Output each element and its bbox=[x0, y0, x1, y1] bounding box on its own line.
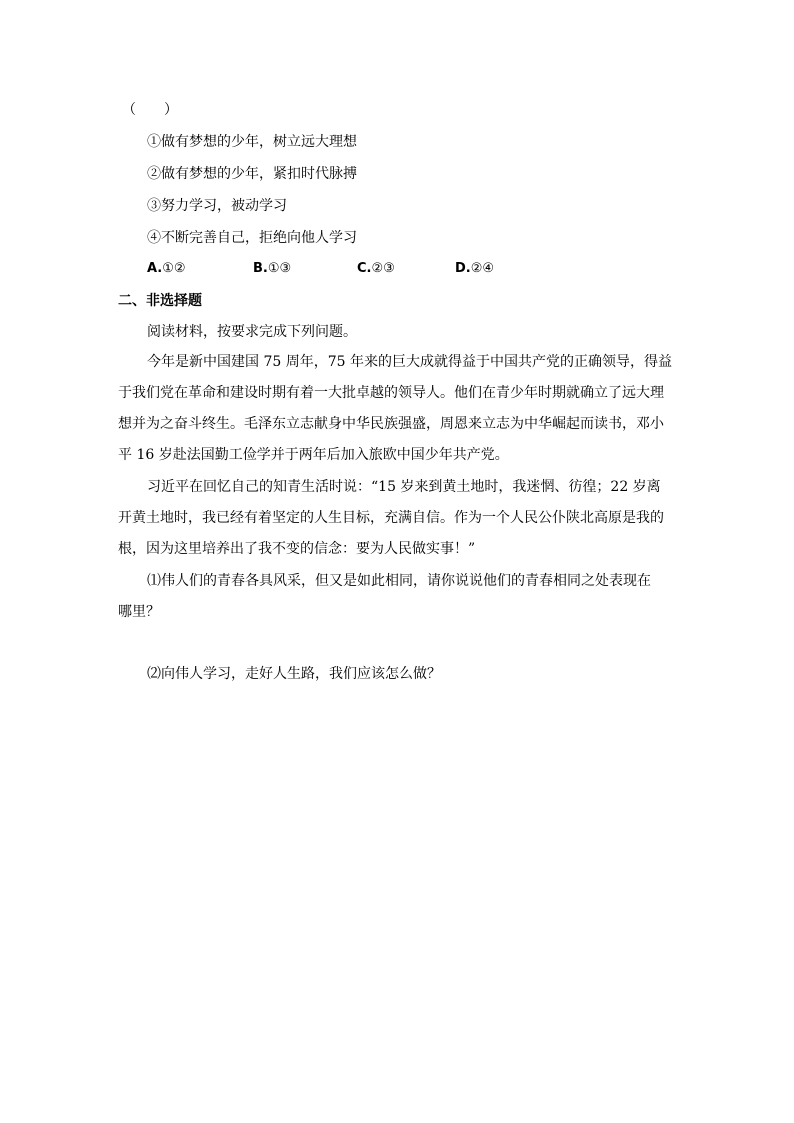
material-para1-line4: 平 16 岁赴法国勤工俭学并于两年后加入旅欧中国少年共产党。 bbox=[118, 447, 509, 463]
statement-1: ①做有梦想的少年，树立远大理想 bbox=[147, 134, 357, 150]
option-value: ②④ bbox=[470, 261, 495, 276]
question-1-line2: 哪里？ bbox=[118, 604, 160, 620]
material-para2-line1: 习近平在回忆自己的知青生活时说：“15 岁来到黄土地时，我迷惘、彷徨；22 岁离 bbox=[147, 479, 661, 495]
statement-3: ③努力学习，被动学习 bbox=[147, 198, 287, 214]
material-para1-line1: 今年是新中国建国 75 周年，75 年来的巨大成就得益于中国共产党的正确领导，得益 bbox=[147, 354, 672, 370]
option-d[interactable] bbox=[455, 259, 494, 279]
statement-4: ④不断完善自己，拒绝向他人学习 bbox=[147, 230, 357, 246]
option-value: ①③ bbox=[267, 261, 292, 276]
answer-bracket: （ ） bbox=[122, 102, 178, 118]
option-letter: D. bbox=[455, 261, 471, 276]
option-a[interactable] bbox=[147, 259, 186, 279]
question-1-line1: ⑴伟人们的青春各具风采，但又是如此相同，请你说说他们的青春相同之处表现在 bbox=[147, 573, 651, 589]
option-b[interactable] bbox=[253, 259, 291, 279]
answer-options bbox=[147, 259, 567, 279]
material-para1-line3: 想并为之奋斗终生。毛泽东立志献身中华民族强盛，周恩来立志为中华崛起而读书，邓小 bbox=[118, 416, 664, 432]
material-para2-line3: 根，因为这里培养出了我不变的信念：要为人民做实事！” bbox=[118, 541, 476, 557]
instruction-text: 阅读材料，按要求完成下列问题。 bbox=[147, 324, 357, 340]
material-para2-line2: 开黄土地时，我已经有着坚定的人生目标，充满自信。作为一个人民公仆陕北高原是我的 bbox=[118, 510, 664, 526]
statement-2: ②做有梦想的少年，紧扣时代脉搏 bbox=[147, 166, 357, 182]
section-heading: 二、非选择题 bbox=[118, 293, 202, 309]
option-value: ①② bbox=[162, 261, 186, 276]
question-2: ⑵向伟人学习，走好人生路，我们应该怎么做？ bbox=[147, 666, 441, 682]
option-letter: A. bbox=[147, 261, 163, 276]
option-letter: C. bbox=[357, 261, 372, 276]
option-letter: B. bbox=[253, 261, 268, 276]
option-value: ②③ bbox=[371, 261, 395, 276]
material-para1-line2: 于我们党在革命和建设时期有着一大批卓越的领导人。他们在青少年时期就确立了远大理 bbox=[118, 385, 664, 401]
option-c[interactable] bbox=[357, 259, 395, 279]
